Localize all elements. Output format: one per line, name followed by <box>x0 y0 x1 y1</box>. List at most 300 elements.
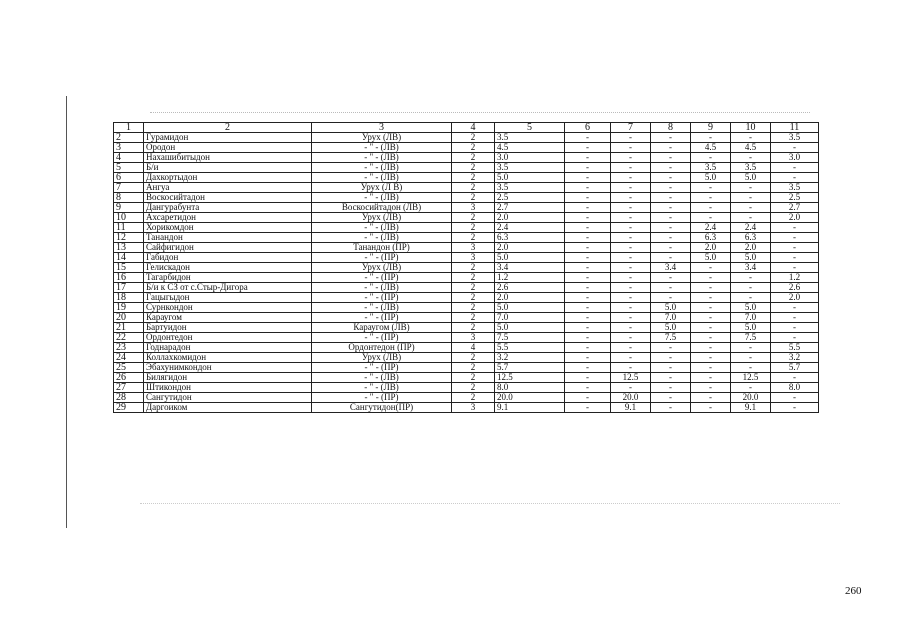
row-number-cell: 13 <box>114 243 144 253</box>
col-8-cell: - <box>651 173 691 183</box>
river-name-cell: Годнарадон <box>144 343 312 353</box>
category-cell: 4 <box>452 343 495 353</box>
col-6-cell: - <box>565 353 611 363</box>
length-value-cell: 5.0 <box>495 173 565 183</box>
col-8-cell: - <box>651 353 691 363</box>
tributary-of-cell: - " - (ПР) <box>312 253 452 263</box>
length-value-cell: 7.5 <box>495 333 565 343</box>
row-number-cell: 8 <box>114 193 144 203</box>
col-6-cell: - <box>565 343 611 353</box>
header-cell: 2 <box>144 123 312 133</box>
col-10-cell: - <box>731 363 771 373</box>
col-10-cell: - <box>731 193 771 203</box>
col-11-cell: - <box>771 403 819 413</box>
row-number-cell: 18 <box>114 293 144 303</box>
col-7-cell: - <box>611 153 651 163</box>
col-9-cell: 4.5 <box>691 143 731 153</box>
col-11-cell: 3.2 <box>771 353 819 363</box>
row-number-cell: 19 <box>114 303 144 313</box>
col-11-cell: - <box>771 253 819 263</box>
table-row <box>114 203 819 213</box>
col-10-cell: - <box>731 183 771 193</box>
col-8-cell: - <box>651 193 691 203</box>
table-row <box>114 323 819 333</box>
col-11-cell: - <box>771 333 819 343</box>
col-6-cell: - <box>565 333 611 343</box>
col-7-cell: - <box>611 213 651 223</box>
row-number-cell: 6 <box>114 173 144 183</box>
header-cell: 10 <box>731 123 771 133</box>
col-8-cell: - <box>651 233 691 243</box>
table-row <box>114 273 819 283</box>
col-11-cell: 3.0 <box>771 153 819 163</box>
table-row <box>114 223 819 233</box>
length-value-cell: 3.0 <box>495 153 565 163</box>
table-row <box>114 393 819 403</box>
category-cell: 3 <box>452 403 495 413</box>
col-10-cell: 7.5 <box>731 333 771 343</box>
tributary-of-cell: - " - (ЛВ) <box>312 193 452 203</box>
table-row <box>114 243 819 253</box>
table-row <box>114 403 819 413</box>
river-name-cell: Нахашибитыдон <box>144 153 312 163</box>
row-number-cell: 25 <box>114 363 144 373</box>
table-body <box>114 133 819 413</box>
category-cell: 2 <box>452 373 495 383</box>
col-7-cell: - <box>611 263 651 273</box>
col-10-cell: - <box>731 283 771 293</box>
col-6-cell: - <box>565 373 611 383</box>
table-row <box>114 173 819 183</box>
table-row <box>114 153 819 163</box>
tributary-of-cell: - " - (ПР) <box>312 273 452 283</box>
tributary-of-cell: - " - (ПР) <box>312 293 452 303</box>
river-name-cell: Гурамидон <box>144 133 312 143</box>
col-10-cell: 3.5 <box>731 163 771 173</box>
row-number-cell: 3 <box>114 143 144 153</box>
row-number-cell: 14 <box>114 253 144 263</box>
col-11-cell: 2.5 <box>771 193 819 203</box>
length-value-cell: 2.5 <box>495 193 565 203</box>
river-name-cell: Гацыгыдон <box>144 293 312 303</box>
col-7-cell: - <box>611 233 651 243</box>
col-7-cell: - <box>611 253 651 263</box>
river-name-cell: Сайфигидон <box>144 243 312 253</box>
tributary-of-cell: Караугом (ЛВ) <box>312 323 452 333</box>
col-8-cell: - <box>651 273 691 283</box>
length-value-cell: 9.1 <box>495 403 565 413</box>
length-value-cell: 4.5 <box>495 143 565 153</box>
category-cell: 2 <box>452 173 495 183</box>
tributary-of-cell: - " - (ПР) <box>312 363 452 373</box>
header-cell: 5 <box>495 123 565 133</box>
table-row <box>114 163 819 173</box>
col-10-cell: 7.0 <box>731 313 771 323</box>
col-6-cell: - <box>565 303 611 313</box>
row-number-cell: 22 <box>114 333 144 343</box>
tributary-of-cell: Урух (ЛВ) <box>312 263 452 273</box>
col-8-cell: - <box>651 213 691 223</box>
col-6-cell: - <box>565 133 611 143</box>
category-cell: 2 <box>452 183 495 193</box>
length-value-cell: 2.0 <box>495 293 565 303</box>
col-11-cell: 2.7 <box>771 203 819 213</box>
col-8-cell: 7.5 <box>651 333 691 343</box>
col-6-cell: - <box>565 183 611 193</box>
table-row <box>114 193 819 203</box>
col-11-cell: 3.5 <box>771 133 819 143</box>
table-row <box>114 213 819 223</box>
row-number-cell: 17 <box>114 283 144 293</box>
header-cell: 1 <box>114 123 144 133</box>
col-6-cell: - <box>565 383 611 393</box>
category-cell: 2 <box>452 143 495 153</box>
col-11-cell: - <box>771 223 819 233</box>
row-number-cell: 10 <box>114 213 144 223</box>
length-value-cell: 5.0 <box>495 253 565 263</box>
length-value-cell: 3.5 <box>495 163 565 173</box>
col-6-cell: - <box>565 213 611 223</box>
col-8-cell: 5.0 <box>651 303 691 313</box>
row-number-cell: 9 <box>114 203 144 213</box>
length-value-cell: 5.0 <box>495 323 565 333</box>
river-name-cell: Даргоиком <box>144 403 312 413</box>
length-value-cell: 2.0 <box>495 243 565 253</box>
row-number-cell: 28 <box>114 393 144 403</box>
col-6-cell: - <box>565 403 611 413</box>
col-8-cell: 3.4 <box>651 263 691 273</box>
row-number-cell: 23 <box>114 343 144 353</box>
col-10-cell: - <box>731 353 771 363</box>
table-row <box>114 363 819 373</box>
tributary-of-cell: Ордонтедон (ПР) <box>312 343 452 353</box>
col-8-cell: - <box>651 133 691 143</box>
col-11-cell: 1.2 <box>771 273 819 283</box>
category-cell: 3 <box>452 253 495 263</box>
tributary-of-cell: Урух (Л В) <box>312 183 452 193</box>
col-7-cell: - <box>611 343 651 353</box>
col-11-cell: - <box>771 393 819 403</box>
col-8-cell: - <box>651 243 691 253</box>
tributary-of-cell: - " - (ЛВ) <box>312 223 452 233</box>
row-number-cell: 27 <box>114 383 144 393</box>
col-10-cell: - <box>731 343 771 353</box>
col-10-cell: - <box>731 293 771 303</box>
header-row <box>114 123 819 133</box>
tributary-of-cell: - " - (ЛВ) <box>312 303 452 313</box>
col-7-cell: - <box>611 203 651 213</box>
col-10-cell: 9.1 <box>731 403 771 413</box>
col-9-cell: - <box>691 303 731 313</box>
scan-noise-bottom <box>140 503 840 504</box>
category-cell: 2 <box>452 313 495 323</box>
col-9-cell: - <box>691 393 731 403</box>
header-cell: 3 <box>312 123 452 133</box>
col-7-cell: - <box>611 293 651 303</box>
table-row <box>114 373 819 383</box>
col-8-cell: - <box>651 373 691 383</box>
col-7-cell: - <box>611 383 651 393</box>
col-9-cell: 6.3 <box>691 233 731 243</box>
category-cell: 2 <box>452 193 495 203</box>
col-6-cell: - <box>565 243 611 253</box>
col-9-cell: - <box>691 133 731 143</box>
col-10-cell: 5.0 <box>731 173 771 183</box>
length-value-cell: 2.0 <box>495 213 565 223</box>
river-name-cell: Бартуидон <box>144 323 312 333</box>
col-11-cell: - <box>771 323 819 333</box>
river-name-cell: Танандон <box>144 233 312 243</box>
col-6-cell: - <box>565 313 611 323</box>
table-row <box>114 293 819 303</box>
category-cell: 2 <box>452 303 495 313</box>
table-row <box>114 283 819 293</box>
category-cell: 2 <box>452 383 495 393</box>
col-10-cell: 5.0 <box>731 323 771 333</box>
length-value-cell: 2.4 <box>495 223 565 233</box>
length-value-cell: 20.0 <box>495 393 565 403</box>
river-name-cell: Габидон <box>144 253 312 263</box>
col-7-cell: - <box>611 333 651 343</box>
col-9-cell: 2.0 <box>691 243 731 253</box>
category-cell: 2 <box>452 273 495 283</box>
col-10-cell: 4.5 <box>731 143 771 153</box>
col-7-cell: - <box>611 183 651 193</box>
col-10-cell: 5.0 <box>731 253 771 263</box>
col-6-cell: - <box>565 393 611 403</box>
row-number-cell: 2 <box>114 133 144 143</box>
length-value-cell: 5.7 <box>495 363 565 373</box>
col-9-cell: - <box>691 273 731 283</box>
col-11-cell: - <box>771 263 819 273</box>
table-row <box>114 333 819 343</box>
col-11-cell: - <box>771 243 819 253</box>
header-cell: 7 <box>611 123 651 133</box>
col-10-cell: 2.0 <box>731 243 771 253</box>
col-8-cell: - <box>651 283 691 293</box>
table-row <box>114 383 819 393</box>
col-6-cell: - <box>565 223 611 233</box>
col-8-cell: - <box>651 143 691 153</box>
category-cell: 3 <box>452 333 495 343</box>
col-11-cell: 2.0 <box>771 213 819 223</box>
tributary-of-cell: - " - (ЛВ) <box>312 153 452 163</box>
header-cell: 11 <box>771 123 819 133</box>
col-10-cell: 5.0 <box>731 303 771 313</box>
length-value-cell: 5.0 <box>495 303 565 313</box>
tributary-of-cell: Воскосийтадон (ЛВ) <box>312 203 452 213</box>
table-row <box>114 353 819 363</box>
col-8-cell: - <box>651 383 691 393</box>
col-9-cell: - <box>691 183 731 193</box>
table-row <box>114 133 819 143</box>
river-name-cell: Штикондон <box>144 383 312 393</box>
col-9-cell: 3.5 <box>691 163 731 173</box>
table-row <box>114 143 819 153</box>
header-cell: 4 <box>452 123 495 133</box>
col-7-cell: - <box>611 303 651 313</box>
col-6-cell: - <box>565 293 611 303</box>
river-name-cell: Дахкортыдон <box>144 173 312 183</box>
col-9-cell: - <box>691 323 731 333</box>
row-number-cell: 4 <box>114 153 144 163</box>
col-7-cell: - <box>611 163 651 173</box>
tributary-of-cell: - " - (ЛВ) <box>312 383 452 393</box>
col-8-cell: - <box>651 343 691 353</box>
length-value-cell: 6.3 <box>495 233 565 243</box>
col-8-cell: - <box>651 153 691 163</box>
river-name-cell: Сурнкондон <box>144 303 312 313</box>
tributary-of-cell: - " - (ЛВ) <box>312 373 452 383</box>
col-11-cell: 2.0 <box>771 293 819 303</box>
col-11-cell: - <box>771 233 819 243</box>
tributary-of-cell: - " - (ПР) <box>312 393 452 403</box>
col-7-cell: - <box>611 323 651 333</box>
length-value-cell: 3.5 <box>495 183 565 193</box>
category-cell: 2 <box>452 153 495 163</box>
length-value-cell: 12.5 <box>495 373 565 383</box>
col-8-cell: - <box>651 203 691 213</box>
river-name-cell: Воскосийтадон <box>144 193 312 203</box>
tributary-of-cell: - " - (ПР) <box>312 313 452 323</box>
length-value-cell: 3.5 <box>495 133 565 143</box>
col-6-cell: - <box>565 363 611 373</box>
category-cell: 2 <box>452 263 495 273</box>
river-name-cell: Билягидон <box>144 373 312 383</box>
col-8-cell: - <box>651 293 691 303</box>
col-10-cell: - <box>731 203 771 213</box>
col-7-cell: - <box>611 223 651 233</box>
tributary-of-cell: Урух (ЛВ) <box>312 133 452 143</box>
length-value-cell: 2.6 <box>495 283 565 293</box>
category-cell: 2 <box>452 393 495 403</box>
col-11-cell: 2.6 <box>771 283 819 293</box>
table-row <box>114 233 819 243</box>
river-name-cell: Хорикомдон <box>144 223 312 233</box>
col-10-cell: - <box>731 273 771 283</box>
table-row <box>114 183 819 193</box>
header-cell: 8 <box>651 123 691 133</box>
header-cell: 9 <box>691 123 731 133</box>
col-9-cell: - <box>691 333 731 343</box>
col-6-cell: - <box>565 273 611 283</box>
row-number-cell: 21 <box>114 323 144 333</box>
tributary-of-cell: Урух (ЛВ) <box>312 353 452 363</box>
col-11-cell: 5.7 <box>771 363 819 373</box>
scan-margin-line <box>66 96 67 528</box>
row-number-cell: 24 <box>114 353 144 363</box>
col-8-cell: 5.0 <box>651 323 691 333</box>
col-9-cell: - <box>691 153 731 163</box>
category-cell: 2 <box>452 323 495 333</box>
col-8-cell: - <box>651 403 691 413</box>
col-8-cell: 7.0 <box>651 313 691 323</box>
col-6-cell: - <box>565 163 611 173</box>
col-9-cell: - <box>691 193 731 203</box>
col-7-cell: 20.0 <box>611 393 651 403</box>
category-cell: 2 <box>452 163 495 173</box>
col-7-cell: 9.1 <box>611 403 651 413</box>
col-11-cell: - <box>771 313 819 323</box>
col-9-cell: - <box>691 353 731 363</box>
col-10-cell: - <box>731 153 771 163</box>
col-9-cell: - <box>691 343 731 353</box>
col-7-cell: - <box>611 313 651 323</box>
table-row <box>114 313 819 323</box>
col-11-cell: 5.5 <box>771 343 819 353</box>
river-name-cell: Эбахунимкондон <box>144 363 312 373</box>
col-8-cell: - <box>651 223 691 233</box>
col-7-cell: - <box>611 243 651 253</box>
category-cell: 2 <box>452 133 495 143</box>
row-number-cell: 11 <box>114 223 144 233</box>
col-8-cell: - <box>651 163 691 173</box>
col-9-cell: - <box>691 263 731 273</box>
tributary-of-cell: - " - (ПР) <box>312 333 452 343</box>
col-7-cell: 12.5 <box>611 373 651 383</box>
col-7-cell: - <box>611 283 651 293</box>
col-10-cell: 20.0 <box>731 393 771 403</box>
col-9-cell: - <box>691 383 731 393</box>
col-9-cell: 2.4 <box>691 223 731 233</box>
col-6-cell: - <box>565 283 611 293</box>
col-8-cell: - <box>651 393 691 403</box>
col-6-cell: - <box>565 173 611 183</box>
table-header <box>114 123 819 133</box>
river-name-cell: Дангурабунта <box>144 203 312 213</box>
col-10-cell: 12.5 <box>731 373 771 383</box>
row-number-cell: 15 <box>114 263 144 273</box>
row-number-cell: 16 <box>114 273 144 283</box>
tributary-of-cell: - " - (ЛВ) <box>312 233 452 243</box>
table-row <box>114 343 819 353</box>
col-9-cell: - <box>691 403 731 413</box>
river-name-cell: Караугом <box>144 313 312 323</box>
col-9-cell: 5.0 <box>691 253 731 263</box>
col-7-cell: - <box>611 193 651 203</box>
tributary-of-cell: Сангутидон(ПР) <box>312 403 452 413</box>
row-number-cell: 5 <box>114 163 144 173</box>
col-11-cell: 8.0 <box>771 383 819 393</box>
header-cell: 6 <box>565 123 611 133</box>
col-10-cell: 3.4 <box>731 263 771 273</box>
category-cell: 2 <box>452 213 495 223</box>
category-cell: 2 <box>452 233 495 243</box>
tributary-of-cell: - " - (ЛВ) <box>312 163 452 173</box>
tributary-of-cell: - " - (ЛВ) <box>312 143 452 153</box>
col-6-cell: - <box>565 233 611 243</box>
table-row <box>114 253 819 263</box>
category-cell: 2 <box>452 353 495 363</box>
river-name-cell: Ахсаретидон <box>144 213 312 223</box>
col-11-cell: - <box>771 143 819 153</box>
col-11-cell: - <box>771 173 819 183</box>
col-7-cell: - <box>611 133 651 143</box>
tributary-of-cell: - " - (ЛВ) <box>312 173 452 183</box>
river-name-cell: Б/и <box>144 163 312 173</box>
row-number-cell: 26 <box>114 373 144 383</box>
row-number-cell: 7 <box>114 183 144 193</box>
length-value-cell: 3.4 <box>495 263 565 273</box>
category-cell: 2 <box>452 223 495 233</box>
table-row <box>114 303 819 313</box>
col-6-cell: - <box>565 153 611 163</box>
length-value-cell: 2.7 <box>495 203 565 213</box>
col-9-cell: - <box>691 213 731 223</box>
page-number: 260 <box>845 585 862 597</box>
category-cell: 2 <box>452 283 495 293</box>
col-6-cell: - <box>565 203 611 213</box>
